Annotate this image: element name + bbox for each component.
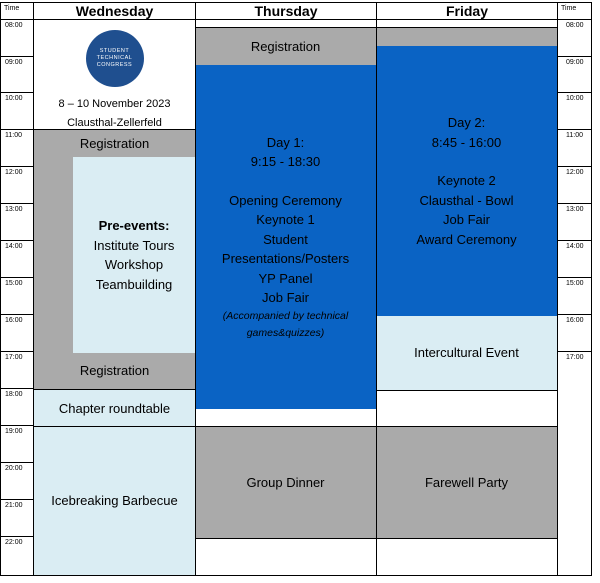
time-label: 17:00	[566, 354, 584, 361]
time-label: 18:00	[5, 391, 23, 398]
day1-block	[195, 65, 376, 409]
col-sep	[33, 2, 34, 576]
block-line	[33, 426, 196, 427]
logo-line-2: TECHNICAL	[96, 55, 133, 61]
time-label: 14:00	[566, 243, 584, 250]
registration-label: Registration	[79, 136, 150, 152]
stc-logo	[86, 30, 144, 87]
chapter-roundtable-label: Chapter roundtable	[58, 400, 171, 416]
intercultural-label: Intercultural Event	[414, 345, 519, 361]
day2-title: Day 2:	[447, 115, 486, 130]
day1-time: 9:15 - 18:30	[250, 154, 321, 169]
day2-item: Keynote 2	[437, 173, 496, 188]
chapter-roundtable-block	[34, 390, 195, 427]
day1-item: Job Fair	[262, 290, 309, 305]
time-label: 17:00	[5, 354, 23, 361]
day1-note: games&quizzes)	[246, 326, 325, 339]
group-dinner-block	[195, 427, 376, 538]
pre-events-block	[73, 157, 195, 353]
time-label: 16:00	[566, 317, 584, 324]
time-label: 09:00	[566, 59, 584, 66]
col-sep	[557, 2, 558, 576]
farewell-label: Farewell Party	[424, 474, 509, 490]
wednesday-logo-area	[34, 20, 195, 130]
frame-right	[591, 2, 592, 576]
col-sep	[195, 2, 196, 576]
time-header-left: Time	[4, 5, 20, 12]
time-label: 11:00	[566, 132, 583, 139]
time-label: 21:00	[5, 502, 23, 509]
farewell-block	[376, 427, 557, 538]
col-sep	[376, 2, 377, 576]
event-location: Clausthal-Zellerfeld	[67, 117, 162, 129]
day1-item: Student	[263, 231, 308, 247]
header-friday: Friday	[445, 3, 488, 19]
block-line	[33, 389, 196, 390]
frame-left	[0, 2, 1, 576]
block-line	[195, 538, 558, 539]
header-line	[0, 19, 592, 20]
time-label: 12:00	[566, 169, 584, 176]
pre-events-item: Teambuilding	[95, 276, 173, 292]
day1-item: Opening Ceremony	[229, 192, 342, 208]
logo-line-3: CONGRESS	[96, 62, 133, 68]
time-header-right: Time	[561, 5, 577, 12]
day2-item: Award Ceremony	[416, 231, 517, 247]
wednesday-registration-bottom	[34, 359, 195, 383]
block-line	[195, 27, 558, 28]
time-label: 08:00	[5, 22, 23, 29]
time-label: 16:00	[5, 317, 23, 324]
time-label: 19:00	[5, 428, 23, 435]
day1-item: Keynote 1	[256, 212, 315, 227]
day1-note: (Accompanied by technical	[222, 309, 349, 322]
day1-item: Presentations/Posters	[221, 251, 350, 266]
header-wednesday: Wednesday	[75, 3, 154, 19]
day2-block	[376, 46, 557, 316]
time-label: 12:00	[5, 169, 23, 176]
thursday-registration-block	[195, 28, 376, 65]
frame-bottom	[0, 575, 592, 576]
group-dinner-label: Group Dinner	[246, 474, 325, 490]
time-label: 09:00	[5, 59, 23, 66]
registration-label: Registration	[79, 363, 150, 379]
header-thursday: Thursday	[254, 3, 318, 19]
intercultural-block	[376, 316, 557, 390]
icebreaking-label: Icebreaking Barbecue	[51, 493, 178, 509]
time-label: 10:00	[566, 95, 584, 102]
day2-time: 8:45 - 16:00	[431, 134, 502, 150]
logo-line-1: STUDENT	[99, 48, 130, 54]
day2-item: Clausthal - Bowl	[419, 192, 514, 208]
block-line	[195, 426, 558, 427]
day1-item: YP Panel	[258, 270, 313, 286]
time-label: 22:00	[5, 539, 23, 546]
day2-item: Job Fair	[443, 212, 490, 227]
time-label: 13:00	[566, 206, 584, 213]
time-label: 20:00	[5, 465, 23, 472]
day1-title: Day 1:	[266, 134, 305, 150]
event-dates: 8 – 10 November 2023	[58, 98, 171, 110]
time-label: 11:00	[5, 132, 22, 139]
pre-events-item: Workshop	[104, 257, 164, 272]
time-label: 14:00	[5, 243, 23, 250]
friday-top-gray	[376, 28, 557, 46]
registration-label: Registration	[250, 38, 321, 54]
time-label: 15:00	[566, 280, 584, 287]
time-label: 10:00	[5, 95, 23, 102]
wednesday-registration-top	[34, 132, 195, 156]
block-line	[33, 129, 196, 130]
time-label: 15:00	[5, 280, 23, 287]
pre-events-item: Institute Tours	[93, 237, 175, 253]
time-label: 08:00	[566, 22, 584, 29]
time-label: 13:00	[5, 206, 23, 213]
pre-events-title: Pre-events:	[98, 218, 170, 233]
icebreaking-block	[34, 427, 195, 575]
block-line	[376, 390, 558, 391]
